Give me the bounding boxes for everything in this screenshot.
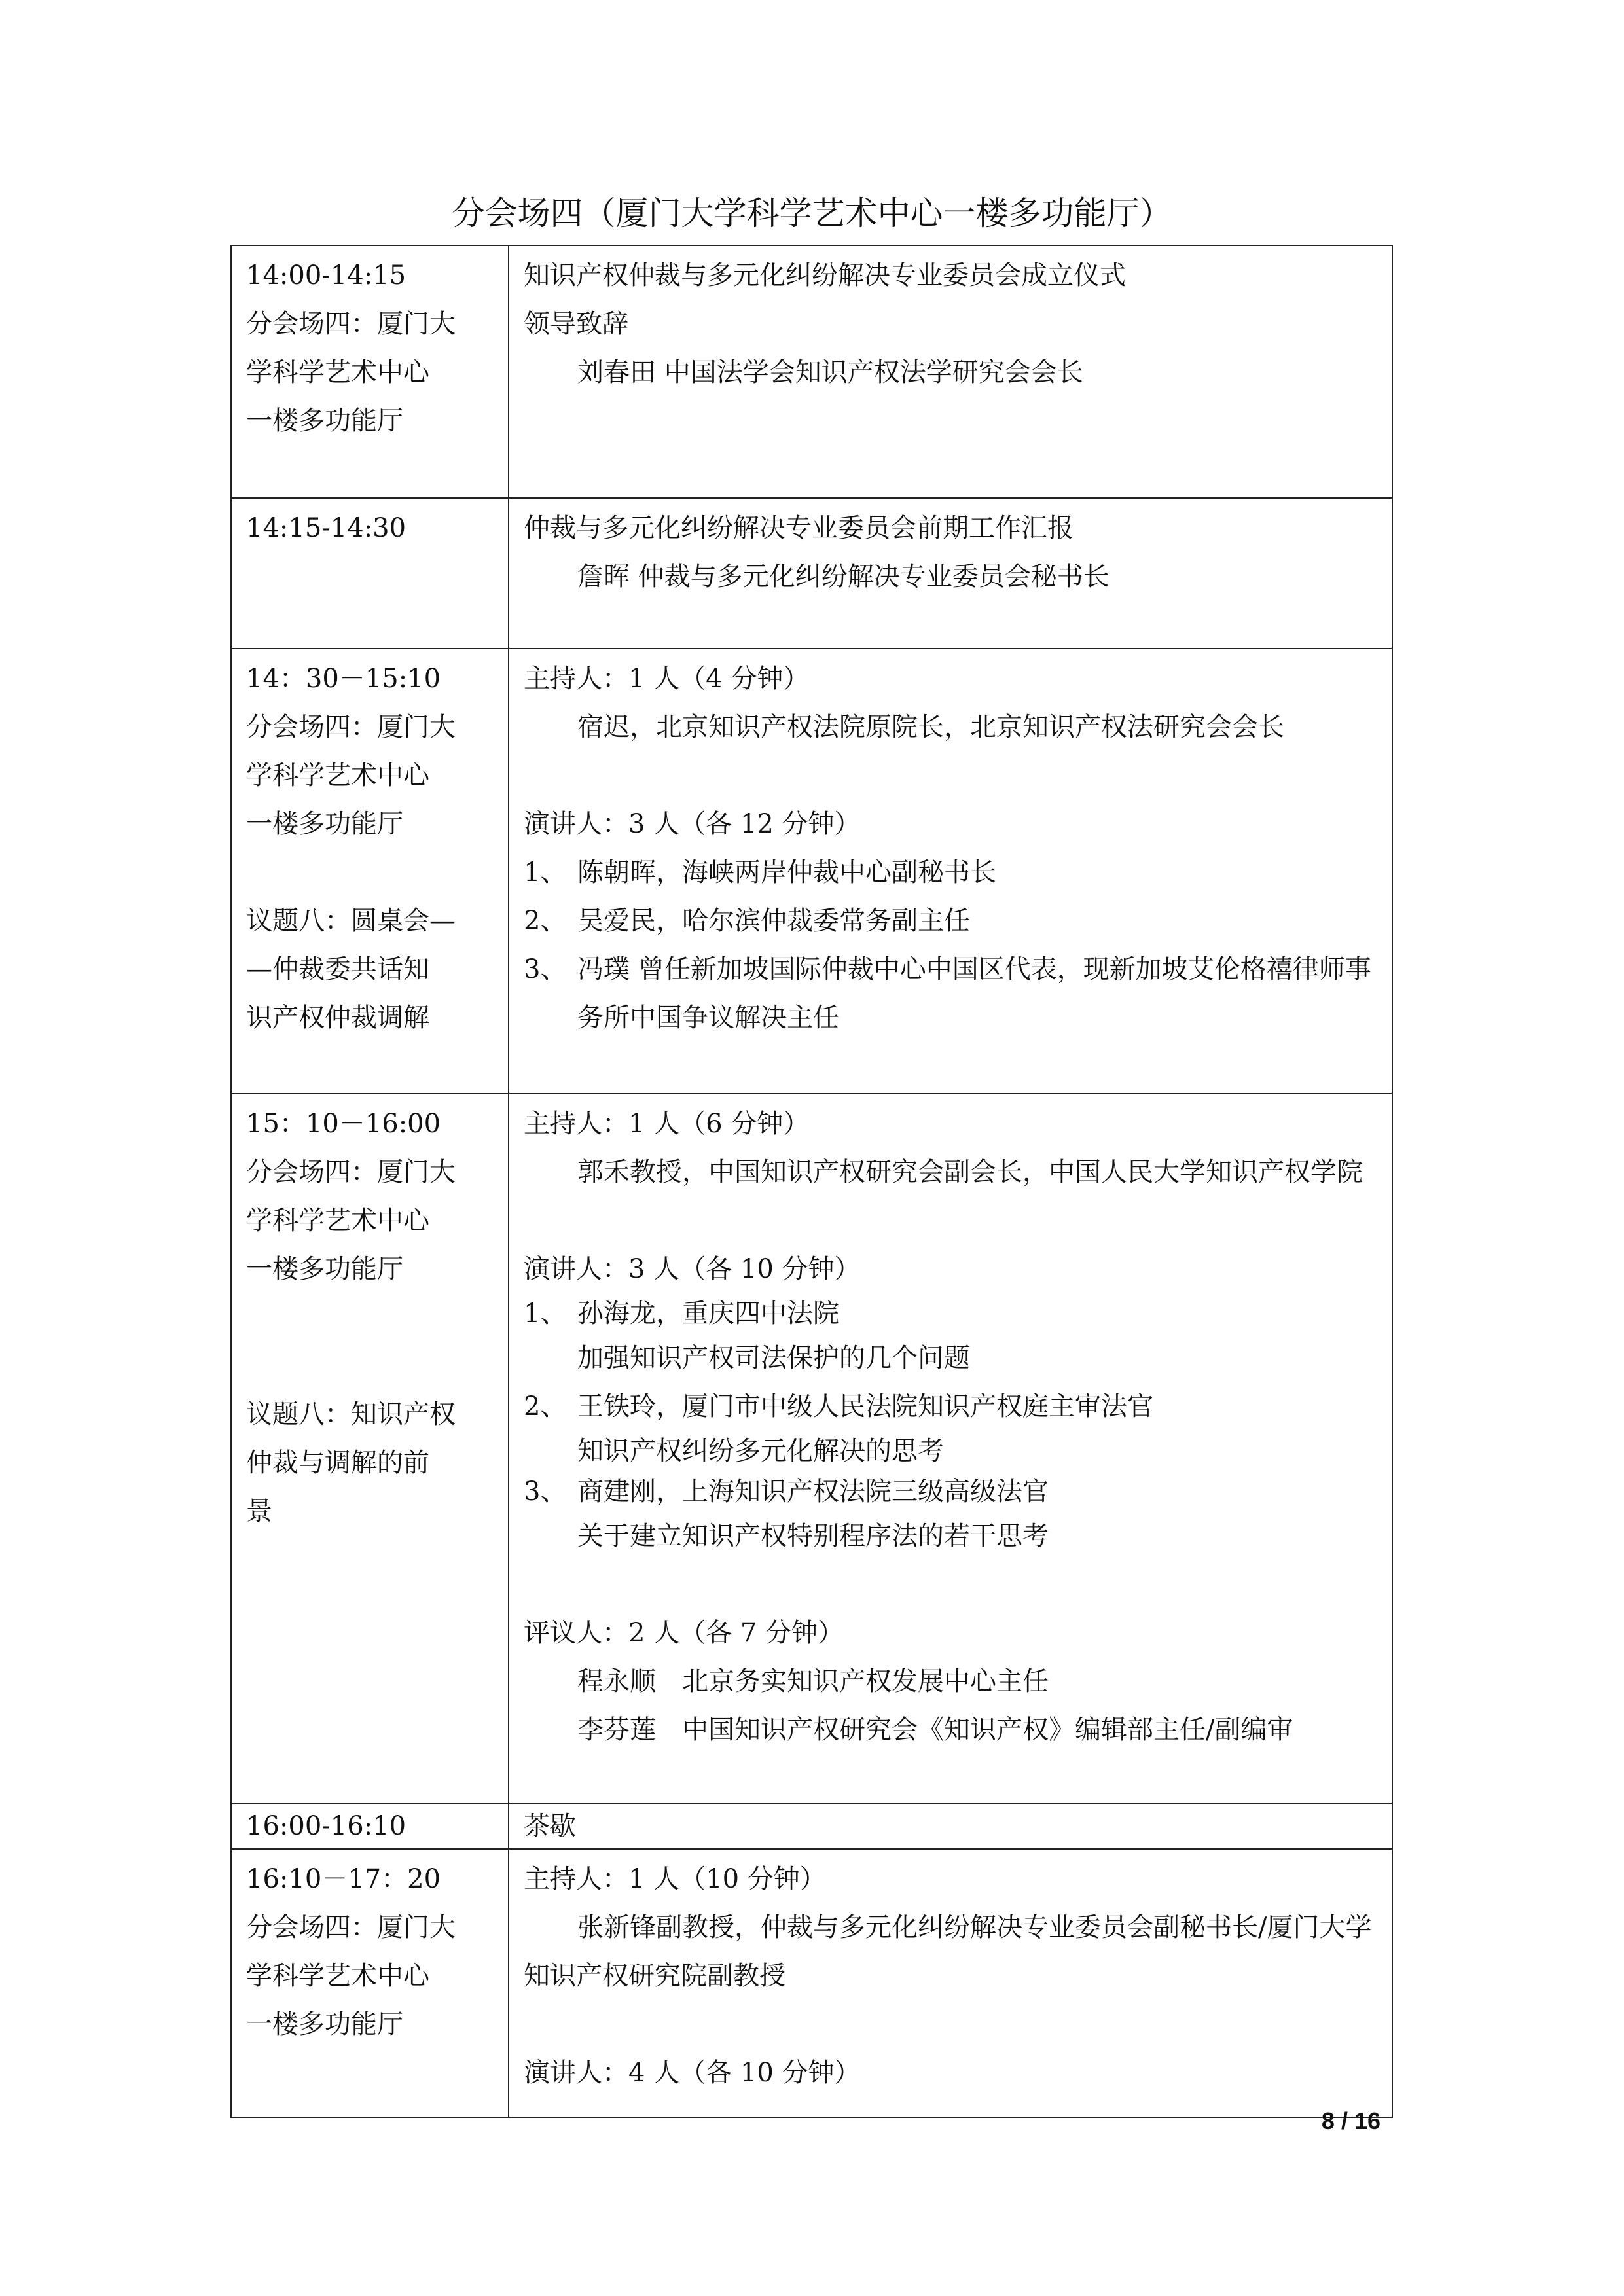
table-row bbox=[231, 1803, 1392, 1849]
speaker-text: 王铁玲，厦门市中级人民法院知识产权庭主审法官 bbox=[577, 1391, 1153, 1422]
speaker-text: 吴爱民，哈尔滨仲裁委常务副主任 bbox=[577, 906, 970, 936]
speaker-line: 詹晖 仲裁与多元化纠纷解决专业委员会秘书长 bbox=[577, 562, 1110, 592]
speaker-number: 2、 bbox=[524, 1391, 567, 1422]
content-cell bbox=[509, 1094, 1392, 1803]
talk-title: 知识产权纠纷多元化解决的思考 bbox=[577, 1436, 944, 1466]
speaker-text: 孙海龙，重庆四中法院 bbox=[577, 1299, 839, 1329]
table-row bbox=[231, 245, 1392, 498]
talk-title: 关于建立知识产权特别程序法的若干思考 bbox=[577, 1521, 1049, 1551]
table-row bbox=[231, 498, 1392, 649]
schedule-table bbox=[230, 245, 1393, 2118]
session-heading: 仲裁与多元化纠纷解决专业委员会前期工作汇报 bbox=[524, 513, 1074, 543]
location-line: 分会场四：厦门大 bbox=[246, 309, 456, 339]
topic-line: 仲裁与调解的前 bbox=[246, 1448, 429, 1478]
speaker-text: 冯璞 曾任新加坡国际仲裁中心中国区代表，现新加坡艾伦格禧律师事 bbox=[577, 954, 1371, 984]
time-cell bbox=[231, 1803, 509, 1849]
content-cell bbox=[509, 649, 1392, 1094]
speaker-item bbox=[524, 945, 1377, 994]
topic-line: 识产权仲裁调解 bbox=[246, 1003, 429, 1033]
time-slot: 14：30－15:10 bbox=[246, 664, 441, 694]
speaker-line: 刘春田 中国法学会知识产权法学研究会会长 bbox=[577, 357, 1083, 387]
time-slot: 16:10－17：20 bbox=[246, 1864, 441, 1894]
reviewer-line: 李芬莲 中国知识产权研究会《知识产权》编辑部主任/副编审 bbox=[577, 1715, 1293, 1745]
content-cell bbox=[509, 1849, 1392, 2117]
host-label: 主持人：1 人（6 分钟） bbox=[524, 1109, 810, 1139]
speaker-item bbox=[524, 1382, 1377, 1431]
location-line: 学科学艺术中心 bbox=[246, 357, 429, 387]
speaker-item bbox=[524, 848, 1377, 897]
time-slot: 16:00-16:10 bbox=[246, 1811, 406, 1841]
location-line: 一楼多功能厅 bbox=[246, 809, 403, 839]
location-line: 一楼多功能厅 bbox=[246, 1254, 403, 1284]
table-row bbox=[231, 1094, 1392, 1803]
time-slot: 15：10－16:00 bbox=[246, 1109, 441, 1139]
speakers-label: 演讲人：3 人（各 10 分钟） bbox=[524, 1254, 861, 1284]
host-line-continued: 知识产权研究院副教授 bbox=[524, 1961, 785, 1991]
topic-line: 议题八：知识产权 bbox=[246, 1399, 456, 1429]
time-cell bbox=[231, 649, 509, 1094]
speaker-item bbox=[524, 1471, 1377, 1512]
location-line: 分会场四：厦门大 bbox=[246, 1157, 456, 1187]
break-label: 茶歇 bbox=[524, 1811, 576, 1841]
reviewer-line: 程永顺 北京务实知识产权发展中心主任 bbox=[577, 1666, 1049, 1696]
location-line: 一楼多功能厅 bbox=[246, 2009, 403, 2039]
speaker-item bbox=[524, 897, 1377, 945]
page-title: 分会场四（厦门大学科学艺术中心一楼多功能厅） bbox=[452, 194, 1172, 232]
talk-title: 加强知识产权司法保护的几个问题 bbox=[577, 1343, 970, 1373]
topic-line: 景 bbox=[246, 1496, 272, 1526]
content-cell bbox=[509, 498, 1392, 649]
speaker-number: 2、 bbox=[524, 906, 567, 936]
host-line: 张新锋副教授，仲裁与多元化纠纷解决专业委员会副秘书长/厦门大学 bbox=[577, 1912, 1372, 1943]
content-cell bbox=[509, 245, 1392, 498]
speaker-number: 3、 bbox=[524, 1477, 567, 1507]
table-row bbox=[231, 649, 1392, 1094]
time-cell bbox=[231, 498, 509, 649]
host-label: 主持人：1 人（4 分钟） bbox=[524, 664, 810, 694]
speaker-number: 1、 bbox=[524, 857, 567, 888]
speaker-number: 1、 bbox=[524, 1299, 567, 1329]
speakers-label: 演讲人：3 人（各 12 分钟） bbox=[524, 809, 861, 839]
location-line: 分会场四：厦门大 bbox=[246, 1912, 456, 1943]
time-cell bbox=[231, 1849, 509, 2117]
page-number: 8 / 16 bbox=[1321, 2108, 1380, 2134]
speaker-item bbox=[524, 1293, 1377, 1334]
time-slot: 14:15-14:30 bbox=[246, 513, 406, 543]
reviewers-label: 评议人：2 人（各 7 分钟） bbox=[524, 1618, 844, 1648]
content-cell bbox=[509, 1803, 1392, 1849]
location-line: 一楼多功能厅 bbox=[246, 406, 403, 436]
host-line: 郭禾教授，中国知识产权研究会副会长，中国人民大学知识产权学院 bbox=[577, 1157, 1363, 1187]
speaker-text: 陈朝晖，海峡两岸仲裁中心副秘书长 bbox=[577, 857, 996, 888]
time-slot: 14:00-14:15 bbox=[246, 260, 406, 291]
session-heading: 知识产权仲裁与多元化纠纷解决专业委员会成立仪式 bbox=[524, 260, 1126, 291]
speaker-text-continued: 务所中国争议解决主任 bbox=[577, 1003, 839, 1033]
host-label: 主持人：1 人（10 分钟） bbox=[524, 1864, 826, 1894]
table-row bbox=[231, 1849, 1392, 2117]
topic-line: —仲裁委共话知 bbox=[246, 954, 429, 984]
speakers-label: 演讲人：4 人（各 10 分钟） bbox=[524, 2058, 861, 2088]
location-line: 分会场四：厦门大 bbox=[246, 712, 456, 742]
location-line: 学科学艺术中心 bbox=[246, 1961, 429, 1991]
speaker-text: 商建刚，上海知识产权法院三级高级法官 bbox=[577, 1477, 1049, 1507]
location-line: 学科学艺术中心 bbox=[246, 1206, 429, 1236]
session-subheading: 领导致辞 bbox=[524, 309, 628, 339]
time-cell bbox=[231, 1094, 509, 1803]
time-cell bbox=[231, 245, 509, 498]
host-line: 宿迟，北京知识产权法院原院长，北京知识产权法研究会会长 bbox=[577, 712, 1284, 742]
topic-line: 议题八：圆桌会— bbox=[246, 906, 456, 936]
speaker-number: 3、 bbox=[524, 954, 567, 984]
location-line: 学科学艺术中心 bbox=[246, 761, 429, 791]
